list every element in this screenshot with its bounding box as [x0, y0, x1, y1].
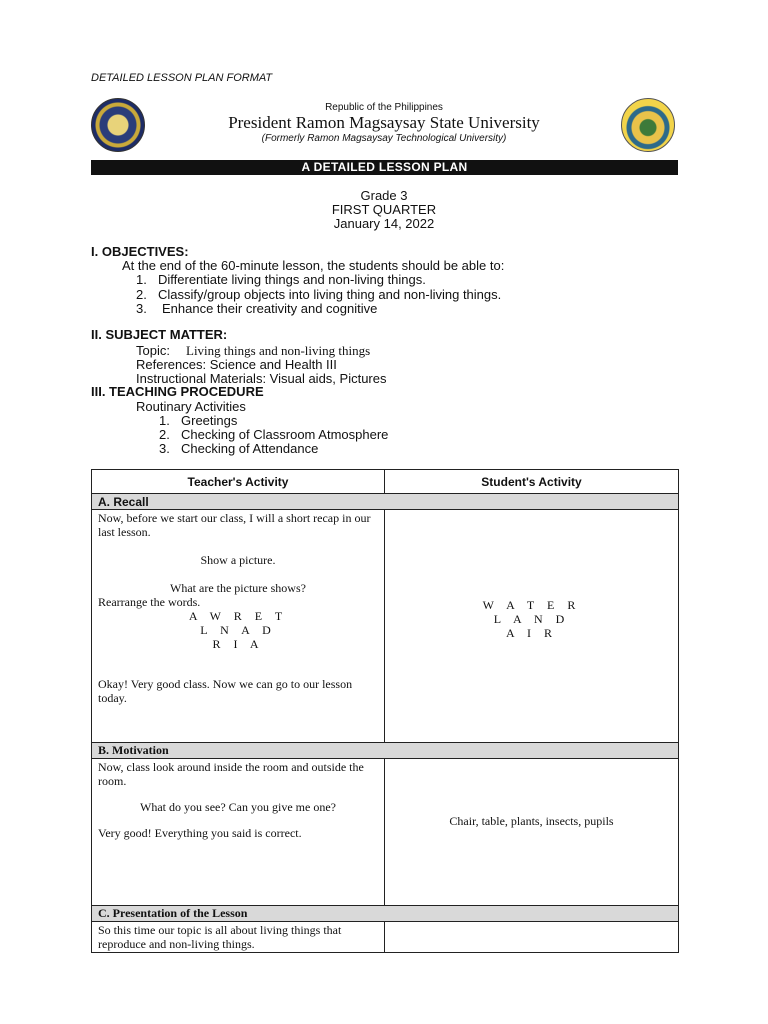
references: References: Science and Health III — [136, 357, 337, 372]
instructional-materials: Instructional Materials: Visual aids, Pictures — [136, 371, 387, 386]
procedure-item: Checking of Attendance — [181, 441, 319, 456]
objectives-intro: At the end of the 60-minute lesson, the students should be able to: — [122, 258, 505, 273]
recall-student-cell — [385, 510, 679, 743]
section-row — [92, 494, 679, 510]
activity-table — [91, 469, 679, 953]
procedure-number: 1. — [159, 413, 170, 428]
objective-item: Enhance their creativity and cognitive — [162, 301, 378, 316]
recall-teacher-text: Now, before we start our class, I will a short recap in our last lesson. — [98, 511, 371, 539]
formerly-line: (Formerly Ramon Magsaysay Technological University) — [261, 133, 507, 144]
objective-number: 1. — [136, 272, 147, 287]
answer-word: W A T E R — [482, 598, 581, 612]
recall-teacher-text: Okay! Very good class. Now we can go to our lesson today. — [98, 677, 353, 705]
objective-number: 3. — [136, 301, 147, 316]
topic-value: Living things and non-living things — [186, 343, 371, 358]
section-motivation-title: B. Motivation — [92, 743, 679, 759]
routinary-activities: Routinary Activities — [136, 399, 246, 414]
answer-word: L A N D — [493, 612, 570, 626]
motivation-teacher-cell — [92, 759, 385, 906]
procedure-item: Checking of Classroom Atmosphere — [181, 427, 389, 442]
motivation-teacher-text: Very good! Everything you said is correct. — [98, 826, 302, 840]
quarter: FIRST QUARTER — [331, 202, 437, 217]
topic-label: Topic: — [136, 343, 170, 358]
table-row — [92, 759, 679, 906]
grade-level: Grade 3 — [360, 188, 408, 203]
format-label: DETAILED LESSON PLAN FORMAT — [91, 72, 273, 84]
objective-number: 2. — [136, 287, 147, 302]
procedure-number: 3. — [159, 441, 170, 456]
motivation-teacher-text: Now, class look around inside the room and outside the room. — [98, 760, 364, 788]
jumbled-word: R I A — [212, 637, 264, 651]
document-title-banner: A DETAILED LESSON PLAN — [91, 160, 678, 175]
section-recall-title: A. Recall — [92, 494, 679, 510]
recall-teacher-cell — [92, 510, 385, 743]
teacher-activity-header: Teacher's Activity — [92, 470, 385, 494]
republic-line: Republic of the Philippines — [325, 102, 443, 113]
jumbled-word: L N A D — [200, 623, 276, 637]
jumbled-word: A W R E T — [188, 609, 288, 623]
table-row — [92, 922, 679, 953]
subject-matter-heading: II. SUBJECT MATTER: — [91, 327, 228, 342]
presentation-teacher-text: So this time our topic is all about living things that reproduce and non-living things. — [98, 923, 342, 951]
answer-word: A I R — [505, 626, 557, 640]
presentation-teacher-cell — [92, 922, 385, 953]
objective-item: Classify/group objects into living thing and non-living things. — [158, 287, 502, 302]
objectives-heading: I. OBJECTIVES: — [91, 244, 189, 259]
student-activity-header: Student's Activity — [385, 470, 679, 494]
section-row — [92, 906, 679, 922]
motivation-student-text: Chair, table, plants, insects, pupils — [449, 814, 614, 828]
table-header-row — [92, 470, 679, 494]
university-name: President Ramon Magsaysay State University — [228, 113, 540, 132]
section-row — [92, 743, 679, 759]
procedure-number: 2. — [159, 427, 170, 442]
presentation-student-cell — [385, 922, 679, 953]
lesson-date: January 14, 2022 — [333, 216, 435, 231]
recall-teacher-text: What are the picture shows? — [170, 581, 306, 595]
motivation-student-cell — [385, 759, 679, 906]
teaching-procedure-heading: III. TEACHING PROCEDURE — [91, 384, 264, 399]
objective-item: Differentiate living things and non-living things. — [158, 272, 426, 287]
section-presentation-title: C. Presentation of the Lesson — [92, 906, 679, 922]
recall-teacher-text: Show a picture. — [200, 553, 276, 567]
recall-teacher-text: Rearrange the words. — [98, 595, 201, 609]
procedure-item: Greetings — [181, 413, 238, 428]
table-row — [92, 510, 679, 743]
motivation-teacher-text: What do you see? Can you give me one? — [140, 800, 336, 814]
